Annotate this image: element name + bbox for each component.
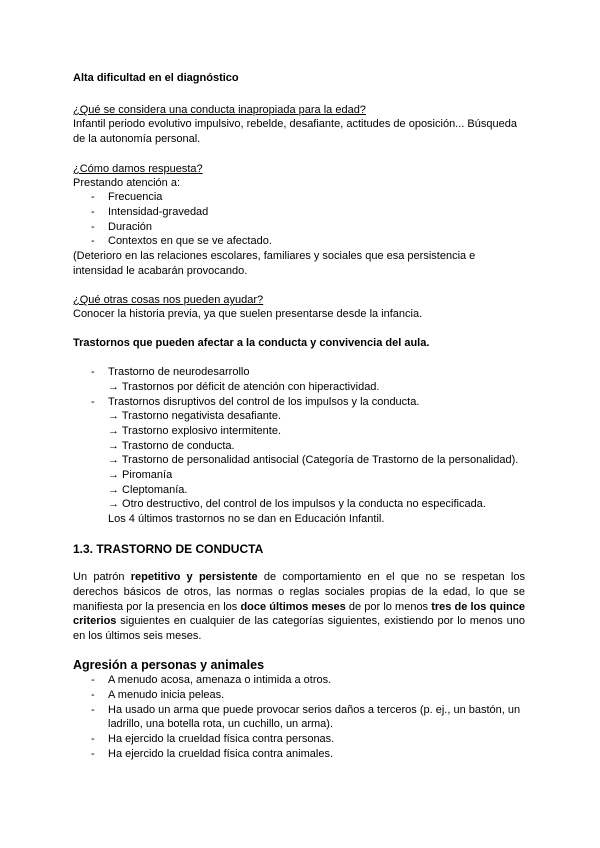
note-line: (Deterioro en las relaciones escolares, familiares y sociales que esa persistencia e — [73, 250, 476, 262]
paragraph-line: en los últimos seis meses. — [73, 630, 202, 642]
section-title: 1.3. TRASTORNO DE CONDUCTA — [73, 542, 264, 556]
heading-diagnostico: Alta dificultad en el diagnóstico — [73, 72, 239, 84]
paragraph-line: derechos básicos de otros, las normas o reglas sociales propias de la edad, lo que se — [73, 586, 525, 598]
heading-trastornos: Trastornos que pueden afectar a la conducta y convivencia del aula. — [73, 337, 430, 349]
paragraph-line: manifiesta por la presencia en los doce últimos meses de por lo menos tres de los quince — [73, 601, 525, 613]
intro-line: Prestando atención a: — [73, 177, 181, 189]
question-como-damos-respuesta: ¿Cómo damos respuesta? — [73, 163, 203, 175]
paragraph-line: criterios siguientes en cualquier de las categorías siguientes, existiendo por lo menos uno — [73, 615, 525, 627]
answer-line: de la autonomía personal. — [73, 133, 201, 145]
question-conducta-inapropiada: ¿Qué se considera una conducta inapropiada para la edad? — [73, 104, 366, 116]
note-line: intensidad le acabarán provocando. — [73, 265, 248, 277]
question-otras-cosas: ¿Qué otras cosas nos pueden ayudar? — [73, 294, 264, 306]
heading-agresion: Agresión a personas y animales — [73, 658, 265, 672]
answer-line: Infantil periodo evolutivo impulsivo, rebelde, desafiante, actitudes de oposición... Búsqueda — [73, 118, 517, 130]
answer-line: Conocer la historia previa, ya que suelen presentarse desde la infancia. — [73, 308, 423, 320]
paragraph-line: Un patrón repetitivo y persistente de comportamiento en el que no se respetan los — [73, 571, 525, 583]
